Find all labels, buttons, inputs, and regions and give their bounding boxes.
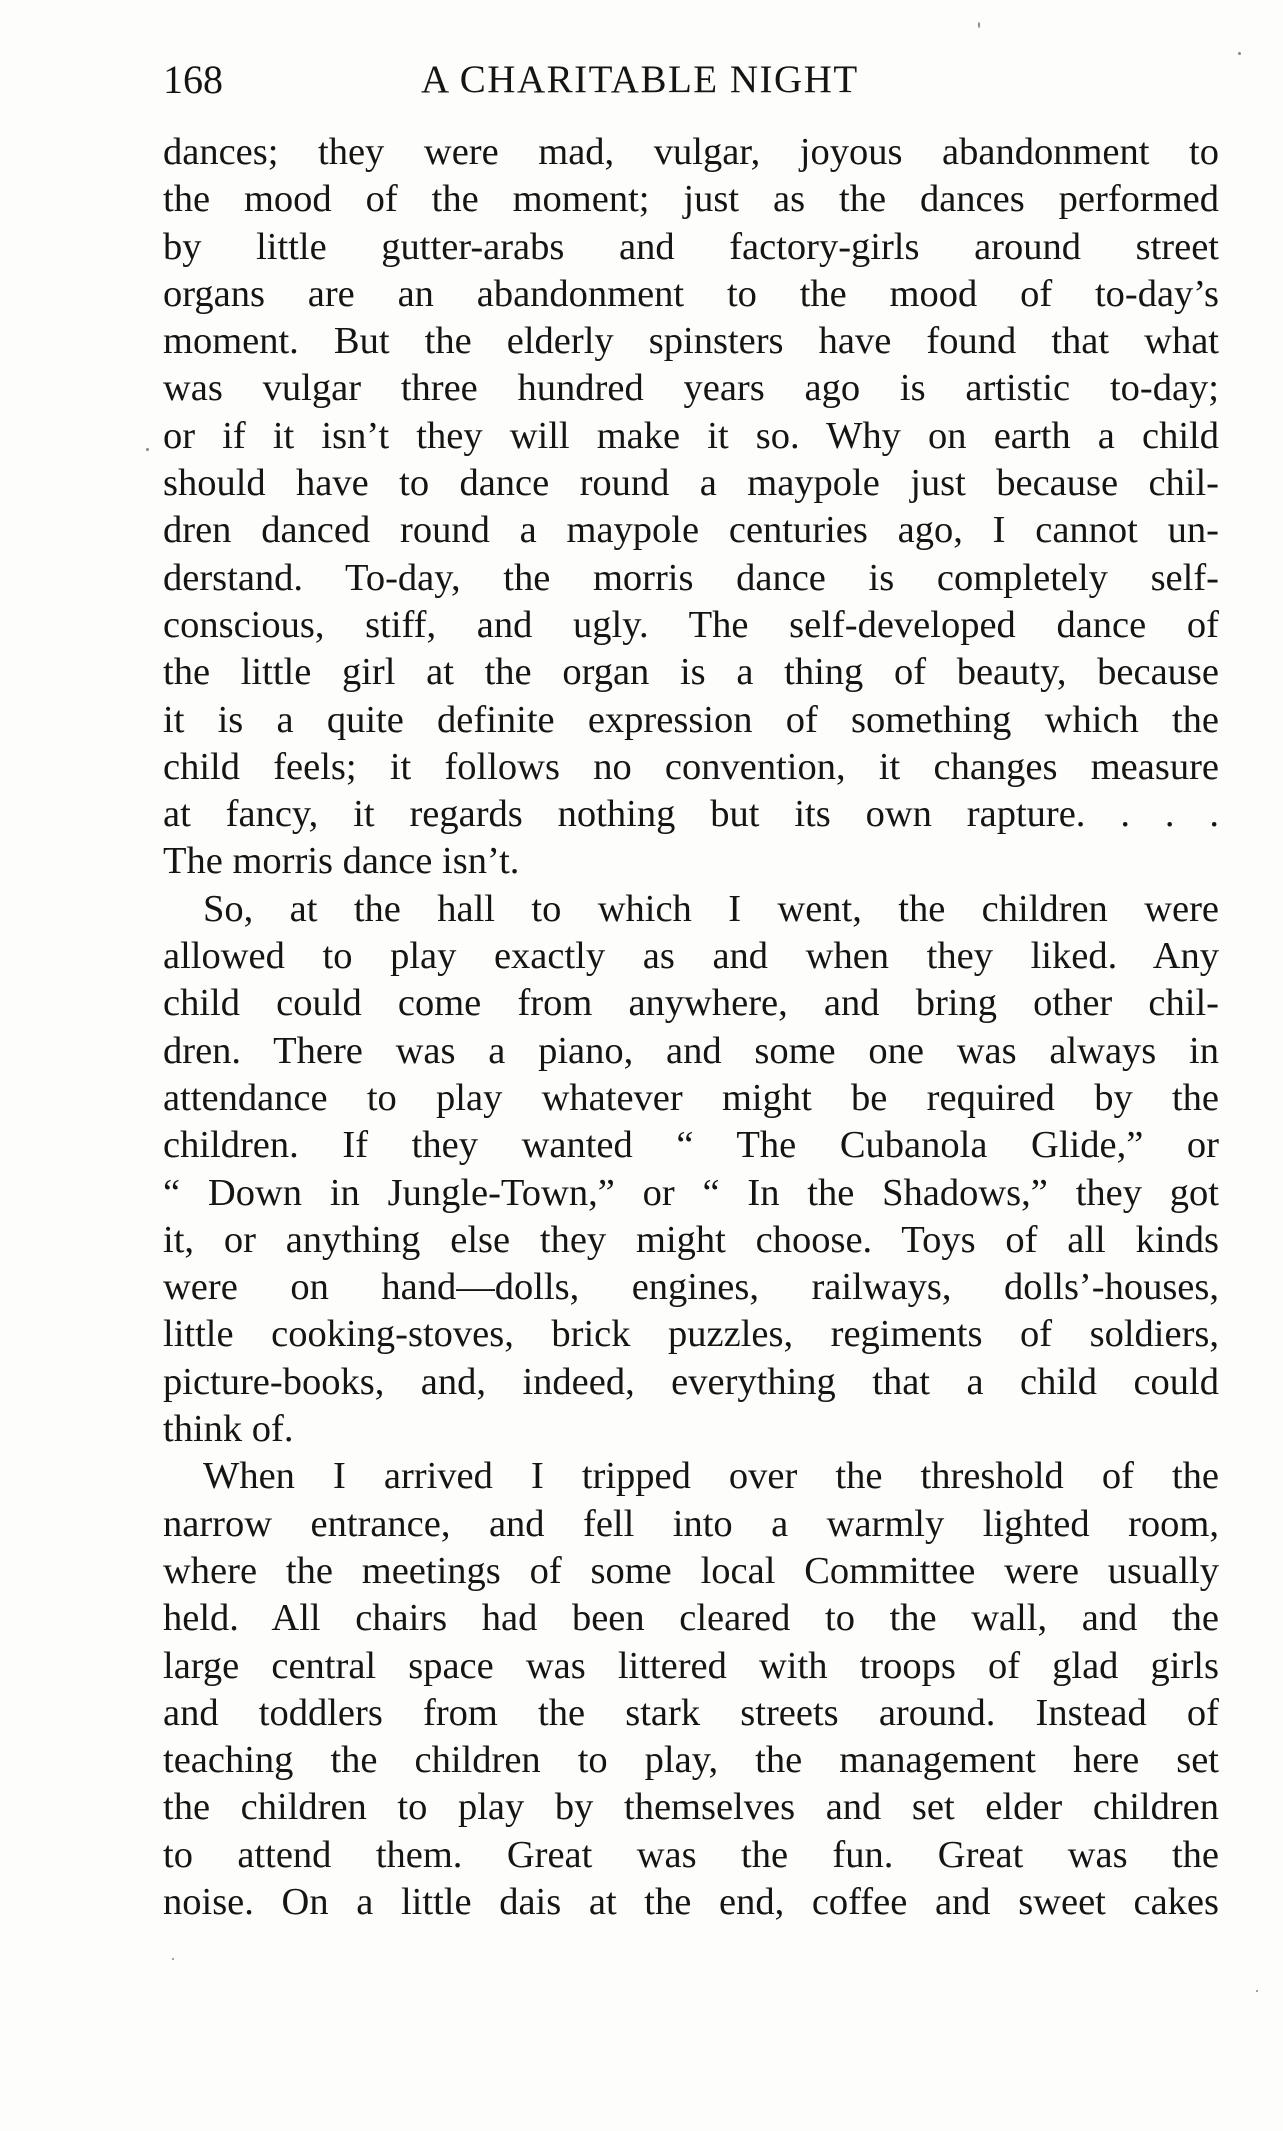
text-line: dren danced round a maypole centuries ago, I cannot un- [163,509,1219,552]
text-line: where the meetings of some local Committee were usually [163,1549,1219,1592]
text-line: were on hand—dolls, engines, railways, dolls’-houses, [163,1266,1219,1309]
paper-speck [1238,52,1241,55]
text-line: When I arrived I tripped over the threshold of the [203,1455,1219,1498]
text-line: picture-books, and, indeed, everything that a child could [163,1360,1219,1403]
text-line: held. All chairs had been cleared to the wall, and the [163,1597,1219,1640]
page-header [163,52,1219,108]
text-line: was vulgar three hundred years ago is artistic to-day; [163,367,1219,410]
text-line: noise. On a little dais at the end, coffee and sweet cakes [163,1880,1219,1923]
text-line: conscious, stiff, and ugly. The self-developed dance of [163,603,1219,646]
text-line: think of. [163,1408,294,1451]
paragraph [163,129,1219,886]
text-line: should have to dance round a maypole just because chil- [163,462,1219,505]
text-line: dances; they were mad, vulgar, joyous abandonment to [163,131,1219,173]
text-line: or if it isn’t they will make it so. Why on earth a child [163,414,1219,457]
text-line: child could come from anywhere, and bring other chil- [163,982,1219,1025]
text-line: the children to play by themselves and set elder children [163,1786,1219,1829]
text-line: to attend them. Great was the fun. Great was the [163,1833,1219,1876]
text-line: and toddlers from the stark streets around. Instead of [163,1691,1219,1734]
text-line: organs are an abandonment to the mood of to-day’s [163,272,1219,315]
text-line: it is a quite definite expression of something which the [163,698,1219,741]
text-line: narrow entrance, and fell into a warmly lighted room, [163,1502,1219,1545]
text-line: allowed to play exactly as and when they liked. Any [163,935,1219,978]
paper-speck [978,22,980,28]
text-line: dren. There was a piano, and some one was always in [163,1029,1219,1072]
page-number: 168 [163,57,223,102]
text-line: moment. But the elderly spinsters have found that what [163,320,1219,363]
paper-speck [146,448,149,451]
paper-speck [172,1958,174,1960]
text-line: children. If they wanted “ The Cubanola Glide,” or [163,1124,1219,1167]
paper-speck [1256,1990,1258,1992]
paragraph [163,886,1219,1454]
text-line: The morris dance isn’t. [163,840,520,883]
text-line: it, or anything else they might choose. Toys of all kinds [163,1218,1219,1261]
running-title: A CHARITABLE NIGHT [421,58,859,101]
text-line: little cooking-stoves, brick puzzles, regiments of soldiers, [163,1313,1219,1356]
text-line: by little gutter-arabs and factory-girls around street [163,225,1219,268]
text-line: “ Down in Jungle-Town,” or “ In the Shadows,” they got [163,1171,1219,1214]
text-line: large central space was littered with troops of glad girls [163,1644,1219,1687]
text-line: teaching the children to play, the management here set [163,1739,1219,1782]
text-line: child feels; it follows no convention, it changes measure [163,745,1219,788]
text-line: at fancy, it regards nothing but its own rapture. . . . [163,793,1219,836]
body-text [163,129,1219,1926]
text-line: the little girl at the organ is a thing of beauty, because [163,651,1219,694]
text-line: the mood of the moment; just as the dances performed [163,178,1219,221]
text-line: attendance to play whatever might be required by the [163,1076,1219,1119]
paragraph [163,1453,1219,1926]
text-line: So, at the hall to which I went, the children were [203,887,1219,930]
text-line: derstand. To-day, the morris dance is completely self- [163,556,1219,599]
